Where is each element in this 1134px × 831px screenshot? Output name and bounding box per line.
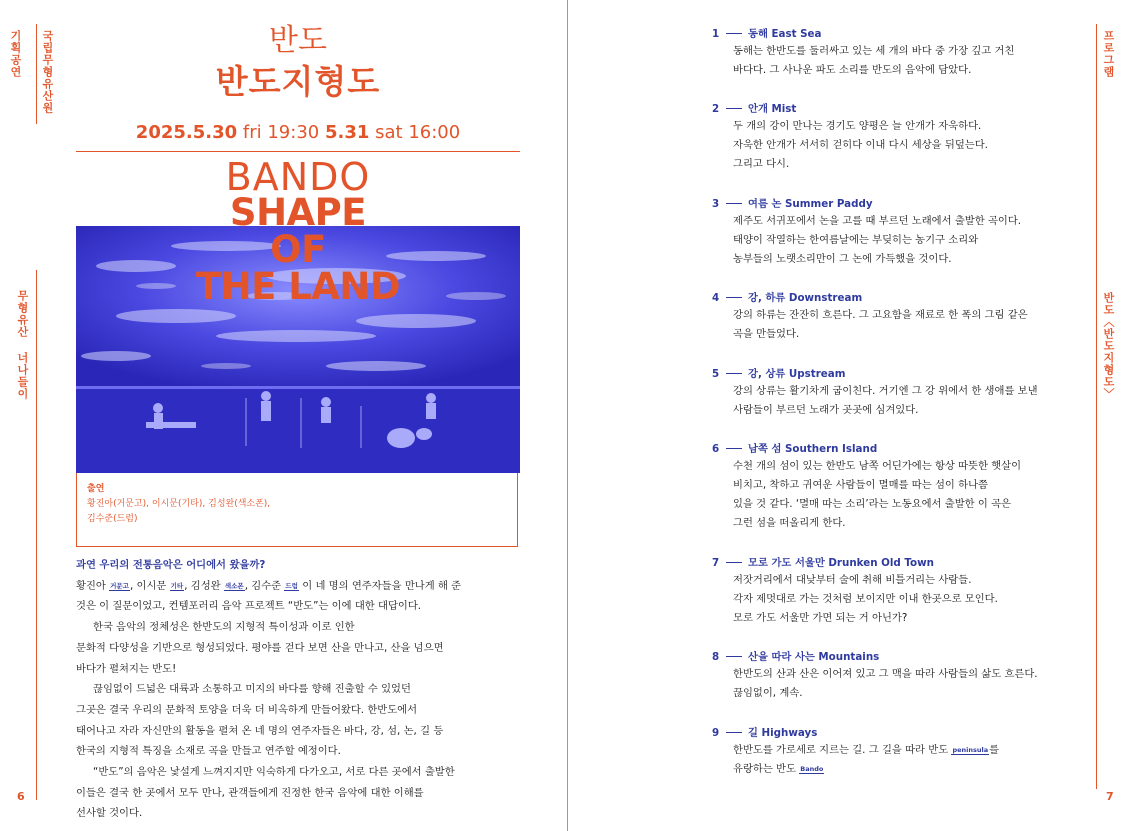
program-desc-line <box>733 741 1072 760</box>
date-2: 5.31 <box>324 122 370 143</box>
program-desc-line: 한반도의 산과 산은 이어져 있고 그 맥을 따라 사람들의 삶도 흐른다. <box>733 668 1038 680</box>
margin-rule-long <box>36 270 37 800</box>
program-desc-line: 자욱한 안개가 서서히 걷히다 이내 다시 세상을 뒤덮는다. <box>733 139 988 151</box>
program-number: 5 <box>712 368 720 380</box>
intro-line: “반도”의 음악은 낯설게 느껴지지만 익숙하게 다가오고, 서로 다른 곳에서 출발한 <box>93 766 455 779</box>
program-number: 2 <box>712 103 720 115</box>
intro-line: 태어나고 자라 자신만의 활동을 펼쳐 온 네 명의 연주자들은 바다, 강, 섬, 논, 길 등 <box>76 724 444 737</box>
program-item <box>712 290 1072 344</box>
program-desc-line: 수천 개의 섬이 있는 한반도 남쪽 어딘가에는 항상 따뜻한 햇살이 <box>733 460 1022 472</box>
credits-line: 황진아(거문고), 이시문(기타), 김성완(색소폰), <box>87 499 271 509</box>
title-main: 반도지형도 <box>215 62 381 101</box>
program-title: 강, 하류 Downstream <box>748 292 863 304</box>
instrument-tag: 드럼 <box>285 581 298 590</box>
instrument-tag: 기타 <box>170 581 184 590</box>
title-en-bando: BANDO <box>225 155 371 199</box>
program-item <box>712 725 1072 779</box>
intro-line: 것은 이 질문이었고, 컨템포러리 음악 프로젝트 “반도”는 이에 대한 대답이다. <box>76 600 422 613</box>
date-1: 2025.5.30 <box>135 122 238 143</box>
program-desc-line: 비치고, 착하고 귀여운 사람들이 멸매를 따는 섬이 하나쯤 <box>733 479 988 491</box>
program-title: 산을 따라 사는 Mountains <box>748 651 880 663</box>
margin-section-label: 무형유산 너나들이 <box>16 290 29 400</box>
margin-rule <box>1096 24 1097 789</box>
text-run: , 이시문 <box>129 579 170 592</box>
date-rule <box>76 151 520 152</box>
program-title: 동해 East Sea <box>748 28 822 40</box>
title-top: 반도 <box>269 23 327 58</box>
program-desc-line: 강의 하류는 잔잔히 흐른다. 그 고요함을 재료로 한 폭의 그림 같은 <box>733 309 1028 321</box>
margin-series-label: 기획공연 <box>9 30 22 78</box>
program-title: 안개 Mist <box>748 103 797 115</box>
program-item <box>712 649 1072 703</box>
intro-line: 이들은 결국 한 곳에서 모두 만나, 관객들에게 진정한 한국 음악에 대한 이해를 <box>76 786 424 799</box>
text-run: 이 네 명의 연주자들을 만나게 해 준 <box>298 579 462 592</box>
program-desc-line: 농부들의 노랫소리만이 그 논에 가득했을 것이다. <box>733 253 952 265</box>
intro-line: 끊임없이 드넓은 대륙과 소통하고 미지의 바다를 향해 진출할 수 있었던 <box>93 683 411 696</box>
program-item <box>712 441 1072 533</box>
margin-program-label: 프로그램 <box>1102 30 1115 78</box>
program-title: 모로 가도 서울만 Drunken Old Town <box>748 557 934 569</box>
time-1: fri 19:30 <box>242 122 320 143</box>
program-number: 9 <box>712 727 720 739</box>
text-run: 유랑하는 반도 <box>733 763 800 775</box>
text-run: 한반도를 가로세로 지르는 길. 그 길을 따라 반도 <box>733 744 952 756</box>
intro-line: 한국의 지형적 특징을 소재로 곡을 만들고 연주할 예정이다. <box>76 745 341 758</box>
text-run: , 김수준 <box>244 579 285 592</box>
program-desc-line: 있을 것 같다. ‘멸매 따는 소리’라는 노동요에서 출발한 이 곡은 <box>733 498 1011 510</box>
program-desc-line: 동해는 한반도를 둘러싸고 있는 세 개의 바다 중 가장 깊고 거친 <box>733 45 1015 57</box>
program-number: 3 <box>712 198 720 210</box>
title-en-shape: SHAPE <box>229 191 367 234</box>
program-desc-line: 곡을 만들었다. <box>733 328 800 340</box>
program-title: 강, 상류 Upstream <box>748 368 846 380</box>
program-desc-line: 사람들이 부르던 노래가 곳곳에 심겨있다. <box>733 404 919 416</box>
program-desc-line: 태양이 작열하는 한여름날에는 부딪히는 농기구 소리와 <box>733 234 979 246</box>
title-en-shape-of-the-land <box>76 191 520 308</box>
program-desc-line: 끊임없이, 계속. <box>733 687 803 699</box>
page-number: 7 <box>1106 790 1114 803</box>
intro-line: 바다가 펼쳐지는 반도! <box>76 662 177 675</box>
program-number: 8 <box>712 651 720 663</box>
intro-line: 그곳은 결국 우리의 문화적 토양을 더욱 더 비옥하게 만들어왔다. 한반도에서 <box>76 703 418 716</box>
program-desc-line: 그리고 다시. <box>733 158 790 170</box>
intro-line: 한국 음악의 정체성은 한반도의 지형적 특이성과 이로 인한 <box>93 621 355 634</box>
program-title: 길 Highways <box>748 727 818 739</box>
title-en-the-land: THE LAND <box>195 265 401 308</box>
text-run: 황진아 <box>76 579 110 592</box>
word-tag: peninsula <box>952 746 989 754</box>
program-item <box>712 196 1072 269</box>
page-number: 6 <box>17 790 25 803</box>
program-desc-line: 강의 상류는 활기차게 굽이친다. 거기엔 그 강 위에서 한 생애를 보낸 <box>733 385 1038 397</box>
intro-question: 과연 우리의 전통음악은 어디에서 왔을까? <box>76 559 266 571</box>
program-title: 여름 논 Summer Paddy <box>748 198 873 210</box>
text-run: 를 <box>989 744 1000 756</box>
time-2: sat 16:00 <box>375 122 461 143</box>
instrument-tag: 거문고 <box>110 581 129 590</box>
instrument-tag: 색소폰 <box>224 581 244 590</box>
program-desc-line: 모로 가도 서울만 가면 되는 거 아닌가? <box>733 612 908 624</box>
program-desc-line: 바다다. 그 사나운 파도 소리를 반도의 음악에 담았다. <box>733 64 972 76</box>
program-item <box>712 555 1072 628</box>
program-item <box>712 101 1072 174</box>
program-title: 남쪽 섬 Southern Island <box>748 443 878 455</box>
credits-line: 김수준(드럼) <box>87 514 138 524</box>
word-tag: Bando <box>800 765 824 773</box>
intro-paragraph-1 <box>76 576 520 597</box>
credits-box <box>76 473 518 547</box>
credits-heading: 출연 <box>87 484 105 494</box>
text-run: , 김성완 <box>184 579 224 592</box>
intro-text <box>76 555 520 824</box>
program-item <box>712 26 1072 80</box>
title-en-of: OF <box>270 228 326 271</box>
margin-title-label: 반도〈반도지형도〉 <box>1102 292 1115 400</box>
program-desc-line: 두 개의 강이 만나는 경기도 양평은 늘 안개가 자욱하다. <box>733 120 982 132</box>
program-desc-line: 그런 섬을 떠올리게 한다. <box>733 517 846 529</box>
program-desc-line <box>733 760 1072 779</box>
program-desc-line: 제주도 서귀포에서 논을 고를 때 부르던 노래에서 출발한 곡이다. <box>733 215 1022 227</box>
intro-line: 선사할 것이다. <box>76 807 143 820</box>
intro-line: 문화적 다양성을 기반으로 형성되었다. 평야를 걷다 보면 산을 만나고, 산을 넘으면 <box>76 641 444 654</box>
program-desc-line: 각자 제멋대로 가는 것처럼 보이지만 이내 한곳으로 모인다. <box>733 593 998 605</box>
program-item <box>712 366 1072 420</box>
margin-org-label: 국립무형유산원 <box>41 30 54 114</box>
program-number: 6 <box>712 443 720 455</box>
program-number: 7 <box>712 557 720 569</box>
program-number: 1 <box>712 28 720 40</box>
program-desc-line: 저잣거리에서 대낮부터 술에 취해 비틀거리는 사람들. <box>733 574 972 586</box>
margin-rule <box>36 24 37 124</box>
performance-dates <box>76 121 520 145</box>
program-number: 4 <box>712 292 720 304</box>
